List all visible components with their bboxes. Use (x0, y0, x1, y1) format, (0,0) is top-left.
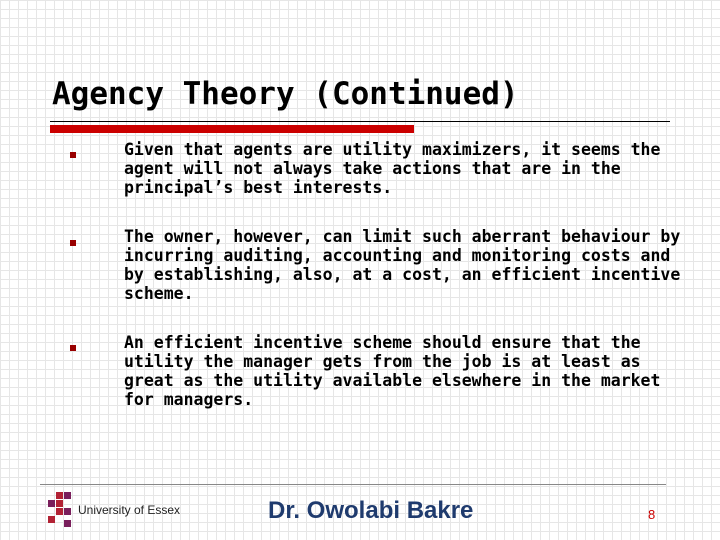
bullet-marker (70, 152, 76, 158)
bullet-text: The owner, however, can limit such aberrant behaviour by incurring auditing, accounting and monitoring costs and by establishing, also, at a cost, an efficient incentive scheme. (124, 227, 681, 303)
slide-title: Agency Theory (Continued) (52, 76, 519, 112)
page-number: 8 (648, 507, 656, 522)
logo-square (64, 520, 71, 527)
title-accent-bar (50, 125, 414, 133)
logo-square (56, 492, 63, 499)
bullet-text: An efficient incentive scheme should ensure that the utility the manager gets from the job is at least as great as the utility available elsewhere in the market for managers. (124, 333, 661, 409)
university-logo (48, 490, 208, 530)
logo-square (48, 516, 55, 523)
bullet-marker (70, 240, 76, 246)
logo-square (64, 508, 71, 515)
bullet-marker (70, 345, 76, 351)
bullet-text: Given that agents are utility maximizers, it seems the agent will not always take actions that are in the principal’s best interests. (124, 140, 661, 197)
logo-square (56, 500, 63, 507)
title-underline (50, 121, 670, 122)
logo-square (56, 508, 63, 515)
logo-text: University of Essex (78, 503, 181, 517)
footer-divider (40, 484, 666, 485)
author-name: Dr. Owolabi Bakre (268, 497, 474, 524)
logo-square (64, 492, 71, 499)
logo-square (48, 500, 55, 507)
